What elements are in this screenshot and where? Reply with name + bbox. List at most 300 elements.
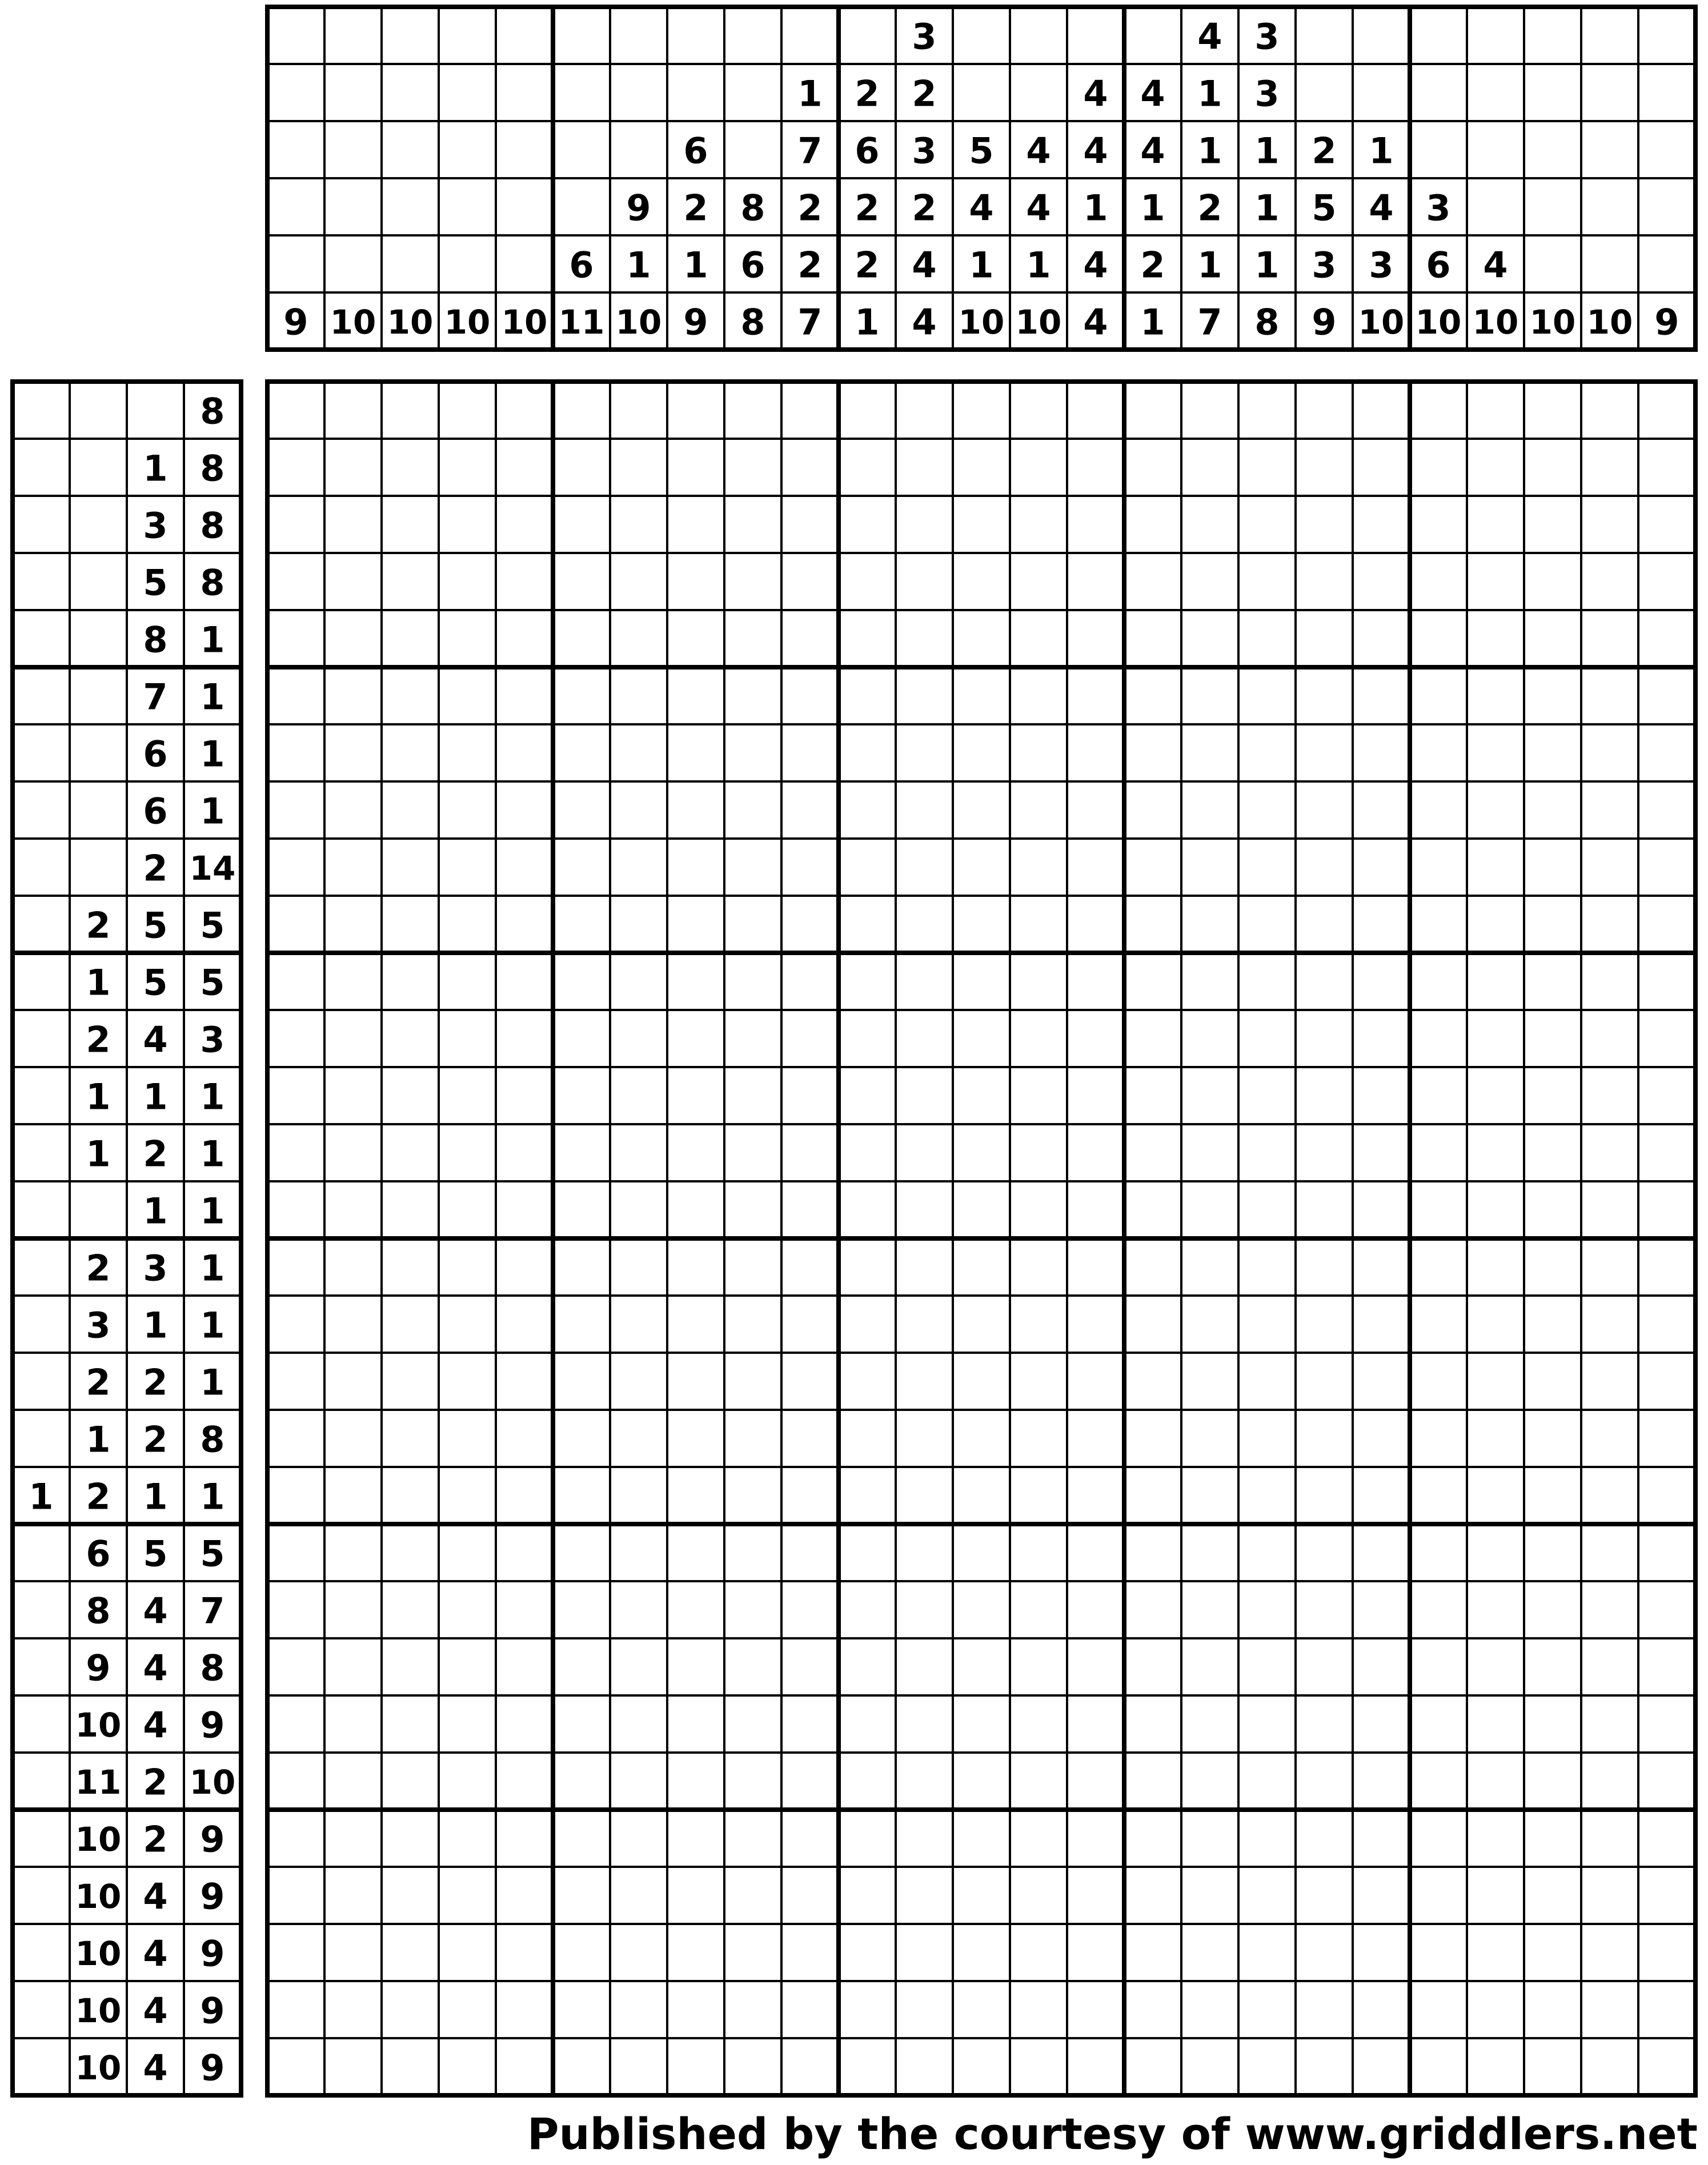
grid-cell[interactable] bbox=[324, 1695, 382, 1753]
grid-cell[interactable] bbox=[1353, 1467, 1410, 1524]
grid-cell[interactable] bbox=[1524, 953, 1581, 1010]
grid-cell[interactable] bbox=[1181, 1695, 1238, 1753]
grid-cell[interactable] bbox=[1238, 1467, 1296, 1524]
grid-cell[interactable] bbox=[1467, 1524, 1524, 1581]
grid-cell[interactable] bbox=[1124, 667, 1181, 724]
grid-cell[interactable] bbox=[1524, 1638, 1581, 1695]
grid-cell[interactable] bbox=[1067, 1296, 1124, 1353]
grid-cell[interactable] bbox=[439, 1810, 496, 1867]
grid-cell[interactable] bbox=[1524, 1238, 1581, 1296]
grid-cell[interactable] bbox=[439, 1695, 496, 1753]
grid-cell[interactable] bbox=[839, 1867, 896, 1924]
grid-cell[interactable] bbox=[1524, 1810, 1581, 1867]
grid-cell[interactable] bbox=[1638, 1010, 1695, 1067]
grid-cell[interactable] bbox=[953, 1581, 1010, 1638]
grid-cell[interactable] bbox=[724, 553, 781, 610]
grid-cell[interactable] bbox=[1581, 1581, 1638, 1638]
grid-cell[interactable] bbox=[324, 1296, 382, 1353]
grid-cell[interactable] bbox=[953, 1238, 1010, 1296]
grid-cell[interactable] bbox=[1124, 1067, 1181, 1124]
grid-cell[interactable] bbox=[267, 724, 324, 781]
grid-cell[interactable] bbox=[1181, 1810, 1238, 1867]
grid-cell[interactable] bbox=[1581, 1410, 1638, 1467]
grid-cell[interactable] bbox=[1010, 1581, 1067, 1638]
grid-cell[interactable] bbox=[1581, 382, 1638, 439]
grid-cell[interactable] bbox=[1467, 2038, 1524, 2095]
grid-cell[interactable] bbox=[1410, 1181, 1467, 1238]
grid-cell[interactable] bbox=[1124, 610, 1181, 667]
grid-cell[interactable] bbox=[1296, 1353, 1353, 1410]
grid-cell[interactable] bbox=[1238, 1124, 1296, 1181]
grid-cell[interactable] bbox=[439, 1353, 496, 1410]
grid-cell[interactable] bbox=[1067, 1924, 1124, 1981]
grid-cell[interactable] bbox=[896, 1695, 953, 1753]
grid-cell[interactable] bbox=[1410, 2038, 1467, 2095]
grid-cell[interactable] bbox=[781, 1410, 839, 1467]
grid-cell[interactable] bbox=[1467, 1581, 1524, 1638]
grid-cell[interactable] bbox=[1010, 839, 1067, 896]
grid-cell[interactable] bbox=[667, 1296, 724, 1353]
grid-cell[interactable] bbox=[724, 1524, 781, 1581]
grid-cell[interactable] bbox=[1238, 1181, 1296, 1238]
grid-cell[interactable] bbox=[496, 1410, 553, 1467]
grid-cell[interactable] bbox=[1124, 2038, 1181, 2095]
grid-cell[interactable] bbox=[1181, 953, 1238, 1010]
grid-cell[interactable] bbox=[1010, 2038, 1067, 2095]
grid-cell[interactable] bbox=[1581, 1353, 1638, 1410]
grid-cell[interactable] bbox=[1353, 1753, 1410, 1810]
grid-cell[interactable] bbox=[953, 2038, 1010, 2095]
grid-cell[interactable] bbox=[1238, 1296, 1296, 1353]
grid-cell[interactable] bbox=[553, 953, 610, 1010]
grid-cell[interactable] bbox=[439, 1867, 496, 1924]
grid-cell[interactable] bbox=[610, 1467, 667, 1524]
grid-cell[interactable] bbox=[1410, 1238, 1467, 1296]
grid-cell[interactable] bbox=[953, 1753, 1010, 1810]
grid-cell[interactable] bbox=[953, 839, 1010, 896]
grid-cell[interactable] bbox=[1181, 1181, 1238, 1238]
grid-cell[interactable] bbox=[667, 439, 724, 496]
grid-cell[interactable] bbox=[1238, 1010, 1296, 1067]
grid-cell[interactable] bbox=[1524, 839, 1581, 896]
grid-cell[interactable] bbox=[439, 1410, 496, 1467]
grid-cell[interactable] bbox=[724, 1810, 781, 1867]
grid-cell[interactable] bbox=[1581, 1981, 1638, 2038]
grid-cell[interactable] bbox=[553, 1753, 610, 1810]
grid-cell[interactable] bbox=[1410, 1810, 1467, 1867]
grid-cell[interactable] bbox=[1467, 1010, 1524, 1067]
grid-cell[interactable] bbox=[267, 781, 324, 839]
grid-cell[interactable] bbox=[267, 953, 324, 1010]
grid-cell[interactable] bbox=[1410, 1867, 1467, 1924]
grid-cell[interactable] bbox=[1010, 1181, 1067, 1238]
grid-cell[interactable] bbox=[1638, 496, 1695, 553]
grid-cell[interactable] bbox=[1353, 1296, 1410, 1353]
grid-cell[interactable] bbox=[1124, 1695, 1181, 1753]
grid-cell[interactable] bbox=[1353, 667, 1410, 724]
grid-cell[interactable] bbox=[553, 1238, 610, 1296]
grid-cell[interactable] bbox=[1581, 781, 1638, 839]
grid-cell[interactable] bbox=[1181, 1353, 1238, 1410]
grid-cell[interactable] bbox=[667, 1695, 724, 1753]
grid-cell[interactable] bbox=[1581, 1010, 1638, 1067]
grid-cell[interactable] bbox=[1581, 1695, 1638, 1753]
grid-cell[interactable] bbox=[382, 1238, 439, 1296]
grid-cell[interactable] bbox=[724, 781, 781, 839]
grid-cell[interactable] bbox=[1067, 496, 1124, 553]
grid-cell[interactable] bbox=[1524, 1067, 1581, 1124]
grid-cell[interactable] bbox=[496, 439, 553, 496]
grid-cell[interactable] bbox=[781, 2038, 839, 2095]
grid-cell[interactable] bbox=[1067, 1810, 1124, 1867]
grid-cell[interactable] bbox=[496, 496, 553, 553]
grid-cell[interactable] bbox=[267, 382, 324, 439]
grid-cell[interactable] bbox=[1524, 382, 1581, 439]
grid-cell[interactable] bbox=[1067, 1410, 1124, 1467]
grid-cell[interactable] bbox=[667, 1181, 724, 1238]
grid-cell[interactable] bbox=[267, 1238, 324, 1296]
grid-cell[interactable] bbox=[1467, 496, 1524, 553]
grid-cell[interactable] bbox=[1124, 553, 1181, 610]
grid-cell[interactable] bbox=[324, 781, 382, 839]
grid-cell[interactable] bbox=[1238, 1867, 1296, 1924]
grid-cell[interactable] bbox=[781, 439, 839, 496]
grid-cell[interactable] bbox=[839, 553, 896, 610]
grid-cell[interactable] bbox=[1467, 1296, 1524, 1353]
grid-cell[interactable] bbox=[610, 1067, 667, 1124]
grid-cell[interactable] bbox=[496, 1181, 553, 1238]
grid-cell[interactable] bbox=[1524, 1581, 1581, 1638]
grid-cell[interactable] bbox=[667, 553, 724, 610]
grid-cell[interactable] bbox=[781, 953, 839, 1010]
grid-cell[interactable] bbox=[324, 1067, 382, 1124]
grid-cell[interactable] bbox=[610, 1296, 667, 1353]
grid-cell[interactable] bbox=[896, 2038, 953, 2095]
grid-cell[interactable] bbox=[1581, 553, 1638, 610]
grid-cell[interactable] bbox=[324, 1867, 382, 1924]
grid-cell[interactable] bbox=[1181, 1067, 1238, 1124]
grid-cell[interactable] bbox=[1010, 1695, 1067, 1753]
grid-cell[interactable] bbox=[439, 896, 496, 953]
grid-cell[interactable] bbox=[1353, 496, 1410, 553]
grid-cell[interactable] bbox=[496, 1810, 553, 1867]
grid-cell[interactable] bbox=[1353, 553, 1410, 610]
grid-cell[interactable] bbox=[781, 1124, 839, 1181]
grid-cell[interactable] bbox=[267, 439, 324, 496]
grid-cell[interactable] bbox=[953, 1410, 1010, 1467]
grid-cell[interactable] bbox=[953, 1296, 1010, 1353]
grid-cell[interactable] bbox=[1353, 953, 1410, 1010]
grid-cell[interactable] bbox=[839, 1695, 896, 1753]
grid-cell[interactable] bbox=[1238, 1638, 1296, 1695]
grid-cell[interactable] bbox=[1067, 1124, 1124, 1181]
grid-cell[interactable] bbox=[896, 1467, 953, 1524]
grid-cell[interactable] bbox=[1581, 1867, 1638, 1924]
grid-cell[interactable] bbox=[724, 1238, 781, 1296]
grid-cell[interactable] bbox=[953, 953, 1010, 1010]
grid-cell[interactable] bbox=[1124, 439, 1181, 496]
grid-cell[interactable] bbox=[1238, 1410, 1296, 1467]
grid-cell[interactable] bbox=[439, 1467, 496, 1524]
grid-cell[interactable] bbox=[610, 439, 667, 496]
grid-cell[interactable] bbox=[1067, 724, 1124, 781]
grid-cell[interactable] bbox=[610, 382, 667, 439]
grid-cell[interactable] bbox=[610, 896, 667, 953]
grid-cell[interactable] bbox=[382, 1410, 439, 1467]
grid-cell[interactable] bbox=[496, 553, 553, 610]
grid-cell[interactable] bbox=[839, 1753, 896, 1810]
grid-cell[interactable] bbox=[896, 1067, 953, 1124]
grid-cell[interactable] bbox=[1467, 1067, 1524, 1124]
grid-cell[interactable] bbox=[896, 1238, 953, 1296]
grid-cell[interactable] bbox=[610, 1238, 667, 1296]
grid-cell[interactable] bbox=[1467, 1353, 1524, 1410]
grid-cell[interactable] bbox=[1410, 1296, 1467, 1353]
grid-cell[interactable] bbox=[781, 1981, 839, 2038]
grid-cell[interactable] bbox=[1467, 724, 1524, 781]
grid-cell[interactable] bbox=[839, 1296, 896, 1353]
grid-cell[interactable] bbox=[1010, 1981, 1067, 2038]
grid-cell[interactable] bbox=[1353, 896, 1410, 953]
grid-cell[interactable] bbox=[1181, 439, 1238, 496]
grid-cell[interactable] bbox=[1296, 1238, 1353, 1296]
grid-cell[interactable] bbox=[1524, 439, 1581, 496]
grid-cell[interactable] bbox=[1124, 1410, 1181, 1467]
grid-cell[interactable] bbox=[610, 2038, 667, 2095]
grid-cell[interactable] bbox=[667, 1638, 724, 1695]
grid-cell[interactable] bbox=[667, 1010, 724, 1067]
grid-cell[interactable] bbox=[324, 1924, 382, 1981]
grid-cell[interactable] bbox=[1010, 1467, 1067, 1524]
grid-cell[interactable] bbox=[1353, 724, 1410, 781]
grid-cell[interactable] bbox=[839, 896, 896, 953]
grid-cell[interactable] bbox=[610, 781, 667, 839]
grid-cell[interactable] bbox=[1467, 896, 1524, 953]
grid-cell[interactable] bbox=[1353, 1867, 1410, 1924]
grid-cell[interactable] bbox=[610, 496, 667, 553]
grid-cell[interactable] bbox=[1638, 382, 1695, 439]
grid-cell[interactable] bbox=[1467, 1410, 1524, 1467]
grid-cell[interactable] bbox=[267, 610, 324, 667]
grid-cell[interactable] bbox=[1010, 439, 1067, 496]
grid-cell[interactable] bbox=[1524, 1695, 1581, 1753]
grid-cell[interactable] bbox=[896, 1410, 953, 1467]
grid-cell[interactable] bbox=[1067, 439, 1124, 496]
grid-cell[interactable] bbox=[1010, 1524, 1067, 1581]
grid-cell[interactable] bbox=[667, 1467, 724, 1524]
grid-cell[interactable] bbox=[553, 553, 610, 610]
grid-cell[interactable] bbox=[953, 382, 1010, 439]
grid-cell[interactable] bbox=[724, 1410, 781, 1467]
grid-cell[interactable] bbox=[1238, 1524, 1296, 1581]
grid-cell[interactable] bbox=[1467, 839, 1524, 896]
grid-cell[interactable] bbox=[610, 1181, 667, 1238]
grid-cell[interactable] bbox=[1296, 1581, 1353, 1638]
grid-cell[interactable] bbox=[439, 667, 496, 724]
grid-cell[interactable] bbox=[610, 1524, 667, 1581]
grid-cell[interactable] bbox=[667, 1410, 724, 1467]
grid-cell[interactable] bbox=[1010, 382, 1067, 439]
grid-cell[interactable] bbox=[839, 1638, 896, 1695]
grid-cell[interactable] bbox=[496, 610, 553, 667]
grid-cell[interactable] bbox=[610, 724, 667, 781]
grid-cell[interactable] bbox=[896, 1010, 953, 1067]
grid-cell[interactable] bbox=[553, 1067, 610, 1124]
grid-cell[interactable] bbox=[1638, 439, 1695, 496]
grid-cell[interactable] bbox=[953, 896, 1010, 953]
grid-cell[interactable] bbox=[553, 2038, 610, 2095]
grid-cell[interactable] bbox=[1010, 1296, 1067, 1353]
grid-cell[interactable] bbox=[1467, 553, 1524, 610]
grid-cell[interactable] bbox=[267, 1067, 324, 1124]
grid-cell[interactable] bbox=[496, 724, 553, 781]
grid-cell[interactable] bbox=[553, 1353, 610, 1410]
grid-cell[interactable] bbox=[1010, 1067, 1067, 1124]
grid-cell[interactable] bbox=[839, 1581, 896, 1638]
grid-cell[interactable] bbox=[1638, 1924, 1695, 1981]
grid-cell[interactable] bbox=[324, 382, 382, 439]
grid-cell[interactable] bbox=[1410, 1124, 1467, 1181]
grid-cell[interactable] bbox=[267, 1638, 324, 1695]
grid-cell[interactable] bbox=[896, 1753, 953, 1810]
grid-cell[interactable] bbox=[724, 1010, 781, 1067]
grid-cell[interactable] bbox=[1181, 1867, 1238, 1924]
grid-cell[interactable] bbox=[267, 1010, 324, 1067]
grid-cell[interactable] bbox=[324, 839, 382, 896]
grid-cell[interactable] bbox=[1467, 1981, 1524, 2038]
grid-cell[interactable] bbox=[1181, 724, 1238, 781]
grid-cell[interactable] bbox=[1353, 2038, 1410, 2095]
grid-cell[interactable] bbox=[1067, 1353, 1124, 1410]
grid-cell[interactable] bbox=[1524, 1124, 1581, 1181]
grid-cell[interactable] bbox=[382, 1467, 439, 1524]
grid-cell[interactable] bbox=[267, 1353, 324, 1410]
grid-cell[interactable] bbox=[1581, 1753, 1638, 1810]
grid-cell[interactable] bbox=[439, 553, 496, 610]
grid-cell[interactable] bbox=[1638, 1124, 1695, 1181]
grid-cell[interactable] bbox=[1010, 1753, 1067, 1810]
grid-cell[interactable] bbox=[1638, 1410, 1695, 1467]
grid-cell[interactable] bbox=[610, 1010, 667, 1067]
grid-cell[interactable] bbox=[610, 1924, 667, 1981]
grid-cell[interactable] bbox=[1524, 553, 1581, 610]
grid-cell[interactable] bbox=[839, 1467, 896, 1524]
grid-cell[interactable] bbox=[1467, 1695, 1524, 1753]
grid-cell[interactable] bbox=[382, 1867, 439, 1924]
grid-cell[interactable] bbox=[382, 1524, 439, 1581]
grid-cell[interactable] bbox=[267, 839, 324, 896]
grid-cell[interactable] bbox=[1067, 1467, 1124, 1524]
grid-cell[interactable] bbox=[839, 953, 896, 1010]
grid-cell[interactable] bbox=[1010, 1353, 1067, 1410]
grid-cell[interactable] bbox=[896, 1810, 953, 1867]
grid-cell[interactable] bbox=[1181, 1124, 1238, 1181]
grid-cell[interactable] bbox=[1296, 1524, 1353, 1581]
grid-cell[interactable] bbox=[610, 1867, 667, 1924]
grid-cell[interactable] bbox=[1067, 667, 1124, 724]
grid-cell[interactable] bbox=[1010, 1867, 1067, 1924]
grid-cell[interactable] bbox=[1353, 1581, 1410, 1638]
grid-cell[interactable] bbox=[667, 953, 724, 1010]
grid-cell[interactable] bbox=[1238, 1810, 1296, 1867]
grid-cell[interactable] bbox=[553, 1581, 610, 1638]
grid-cell[interactable] bbox=[1410, 1410, 1467, 1467]
grid-cell[interactable] bbox=[1353, 1810, 1410, 1867]
grid-cell[interactable] bbox=[439, 1296, 496, 1353]
grid-cell[interactable] bbox=[496, 1238, 553, 1296]
grid-cell[interactable] bbox=[382, 2038, 439, 2095]
grid-cell[interactable] bbox=[1010, 1410, 1067, 1467]
grid-cell[interactable] bbox=[839, 1010, 896, 1067]
grid-cell[interactable] bbox=[1124, 1867, 1181, 1924]
grid-cell[interactable] bbox=[1124, 1638, 1181, 1695]
grid-cell[interactable] bbox=[1124, 1296, 1181, 1353]
grid-cell[interactable] bbox=[839, 1810, 896, 1867]
grid-cell[interactable] bbox=[439, 1010, 496, 1067]
grid-cell[interactable] bbox=[1524, 1353, 1581, 1410]
grid-cell[interactable] bbox=[496, 1981, 553, 2038]
grid-cell[interactable] bbox=[953, 1467, 1010, 1524]
grid-cell[interactable] bbox=[1353, 1410, 1410, 1467]
grid-cell[interactable] bbox=[324, 439, 382, 496]
grid-cell[interactable] bbox=[896, 896, 953, 953]
grid-cell[interactable] bbox=[1067, 839, 1124, 896]
grid-cell[interactable] bbox=[1524, 781, 1581, 839]
grid-cell[interactable] bbox=[382, 1010, 439, 1067]
grid-cell[interactable] bbox=[781, 1924, 839, 1981]
grid-cell[interactable] bbox=[1181, 1410, 1238, 1467]
grid-cell[interactable] bbox=[1296, 553, 1353, 610]
grid-cell[interactable] bbox=[439, 1581, 496, 1638]
grid-cell[interactable] bbox=[324, 496, 382, 553]
grid-cell[interactable] bbox=[1181, 1638, 1238, 1695]
grid-cell[interactable] bbox=[1067, 953, 1124, 1010]
grid-cell[interactable] bbox=[267, 1467, 324, 1524]
grid-cell[interactable] bbox=[1181, 1010, 1238, 1067]
grid-cell[interactable] bbox=[896, 439, 953, 496]
grid-cell[interactable] bbox=[382, 1753, 439, 1810]
grid-cell[interactable] bbox=[781, 1238, 839, 1296]
grid-cell[interactable] bbox=[382, 896, 439, 953]
grid-cell[interactable] bbox=[1124, 1524, 1181, 1581]
grid-cell[interactable] bbox=[781, 1695, 839, 1753]
grid-cell[interactable] bbox=[1296, 1181, 1353, 1238]
grid-cell[interactable] bbox=[1524, 1924, 1581, 1981]
grid-cell[interactable] bbox=[610, 1810, 667, 1867]
grid-cell[interactable] bbox=[496, 896, 553, 953]
grid-cell[interactable] bbox=[1238, 781, 1296, 839]
grid-cell[interactable] bbox=[1410, 724, 1467, 781]
grid-cell[interactable] bbox=[1638, 1353, 1695, 1410]
grid-cell[interactable] bbox=[1296, 896, 1353, 953]
grid-cell[interactable] bbox=[1638, 1524, 1695, 1581]
grid-cell[interactable] bbox=[1410, 896, 1467, 953]
grid-cell[interactable] bbox=[1296, 1810, 1353, 1867]
grid-cell[interactable] bbox=[724, 1181, 781, 1238]
grid-cell[interactable] bbox=[610, 1353, 667, 1410]
grid-cell[interactable] bbox=[610, 839, 667, 896]
grid-cell[interactable] bbox=[1181, 839, 1238, 896]
grid-cell[interactable] bbox=[953, 1638, 1010, 1695]
grid-cell[interactable] bbox=[1638, 1638, 1695, 1695]
grid-cell[interactable] bbox=[839, 781, 896, 839]
grid-cell[interactable] bbox=[1181, 1467, 1238, 1524]
grid-cell[interactable] bbox=[1581, 896, 1638, 953]
grid-cell[interactable] bbox=[724, 896, 781, 953]
grid-cell[interactable] bbox=[1067, 1867, 1124, 1924]
grid-cell[interactable] bbox=[1581, 1238, 1638, 1296]
grid-cell[interactable] bbox=[1067, 610, 1124, 667]
